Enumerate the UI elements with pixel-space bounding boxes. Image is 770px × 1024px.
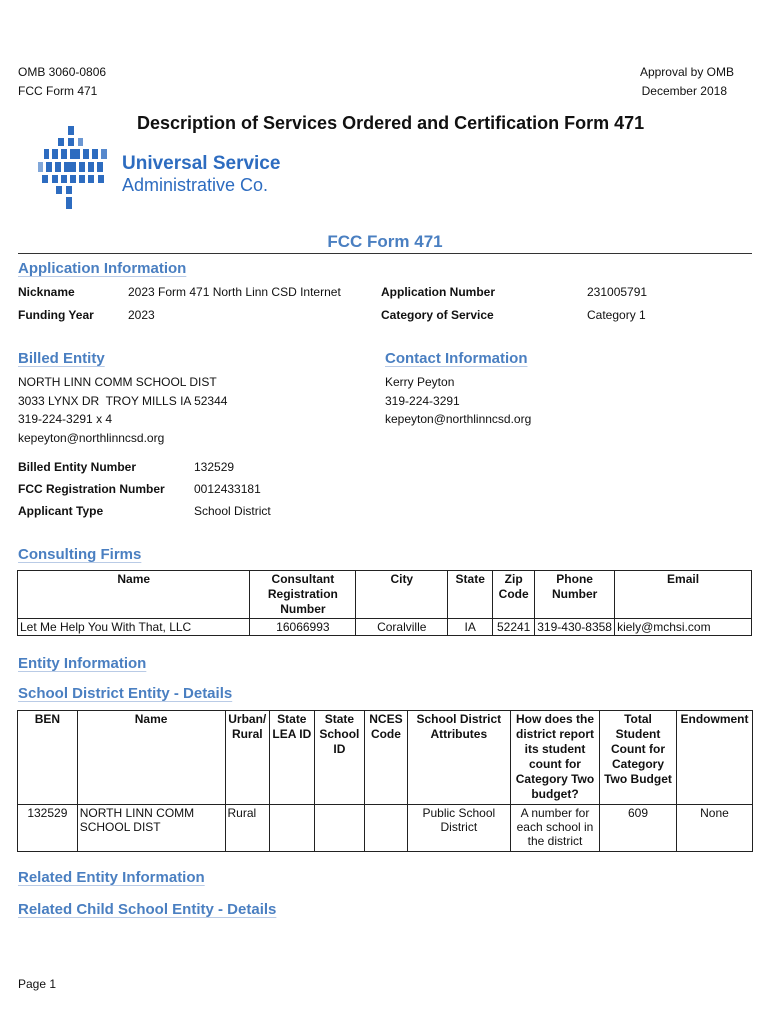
col-header-zip: Zip Code — [493, 571, 535, 619]
col-header-ben: BEN — [18, 711, 78, 805]
entity-nces-code — [365, 805, 408, 852]
category-label: Category of Service — [381, 308, 494, 322]
applicant-type-value: School District — [194, 504, 271, 518]
document-title: Description of Services Ordered and Certification Form 471 — [137, 113, 645, 133]
title-rule — [18, 253, 752, 254]
billed-entity-number-label: Billed Entity Number — [18, 460, 137, 474]
col-header-email: Email — [615, 571, 752, 619]
form-number: FCC Form 471 — [18, 84, 98, 98]
entity-attributes: Public School District — [407, 805, 510, 852]
funding-year-value: 2023 — [128, 308, 155, 322]
approval-date: December 2018 — [641, 84, 727, 98]
consultant-name: Let Me Help You With That, LLC — [18, 619, 250, 636]
entity-state-school-id — [314, 805, 365, 852]
entity-student-count-method: A number for each school in the district — [510, 805, 599, 852]
form-title: FCC Form 471 — [327, 232, 443, 251]
application-number-label: Application Number — [381, 285, 496, 299]
billed-entity-heading: Billed Entity — [18, 350, 105, 367]
page-number: Page 1 — [18, 977, 57, 991]
contact-name: Kerry Peyton — [385, 375, 455, 389]
consultant-registration: 16066993 — [250, 619, 356, 636]
contact-info-heading: Contact Information — [385, 350, 528, 367]
fcc-registration-value: 0012433181 — [194, 482, 261, 496]
consulting-firms-heading: Consulting Firms — [18, 546, 142, 563]
related-entity-heading: Related Entity Information — [18, 869, 205, 886]
usac-logo-mark — [38, 122, 118, 214]
consultant-zip: 52241 — [493, 619, 535, 636]
fcc-registration-label: FCC Registration Number — [18, 482, 165, 496]
related-child-school-heading: Related Child School Entity - Details — [18, 901, 277, 918]
table-header-row — [18, 711, 753, 805]
entity-info-heading: Entity Information — [18, 655, 147, 672]
col-header-state-lea-id: State LEA ID — [270, 711, 315, 805]
consultant-phone: 319-430-8358 — [535, 619, 615, 636]
entity-ben: 132529 — [18, 805, 78, 852]
entity-name: NORTH LINN COMM SCHOOL DIST — [77, 805, 225, 852]
contact-email: kepeyton@northlinncsd.org — [385, 412, 532, 426]
entity-state-lea-id — [270, 805, 315, 852]
col-header-urban-rural: Urban/ Rural — [225, 711, 270, 805]
category-value: Category 1 — [587, 308, 646, 322]
col-header-total-student-count: Total Student Count for Category Two Budget — [600, 711, 677, 805]
consulting-firms-table — [17, 570, 752, 636]
col-header-nces-code: NCES Code — [365, 711, 408, 805]
logo-line1: Universal Service — [122, 153, 281, 174]
col-header-attributes: School District Attributes — [407, 711, 510, 805]
applicant-type-label: Applicant Type — [18, 504, 104, 518]
school-district-table — [17, 710, 753, 852]
usac-logo — [38, 122, 288, 214]
omb-number: OMB 3060-0806 — [18, 65, 107, 79]
table-row — [18, 805, 753, 852]
billed-entity-phone: 319-224-3291 x 4 — [18, 412, 113, 426]
school-district-details-heading: School District Entity - Details — [18, 685, 233, 702]
col-header-phone: Phone Number — [535, 571, 615, 619]
table-row — [18, 619, 752, 636]
col-header-state-school-id: State School ID — [314, 711, 365, 805]
billed-entity-email: kepeyton@northlinncsd.org — [18, 431, 165, 445]
table-header-row — [18, 571, 752, 619]
billed-entity-number-value: 132529 — [194, 460, 235, 474]
entity-endowment: None — [676, 805, 752, 852]
col-header-city: City — [356, 571, 448, 619]
nickname-label: Nickname — [18, 285, 75, 299]
col-header-state: State — [448, 571, 493, 619]
application-info-heading: Application Information — [18, 260, 187, 277]
nickname-value: 2023 Form 471 North Linn CSD Internet — [128, 285, 341, 299]
consultant-state: IA — [448, 619, 493, 636]
funding-year-label: Funding Year — [18, 308, 94, 322]
billed-entity-name: NORTH LINN COMM SCHOOL DIST — [18, 375, 217, 389]
col-header-name: Name — [77, 711, 225, 805]
consultant-city: Coralville — [356, 619, 448, 636]
entity-total-student-count: 609 — [600, 805, 677, 852]
col-header-name: Name — [18, 571, 250, 619]
application-number-value: 231005791 — [587, 285, 648, 299]
omb-approval: Approval by OMB — [639, 65, 734, 79]
contact-phone: 319-224-3291 — [385, 394, 460, 408]
entity-urban-rural: Rural — [225, 805, 270, 852]
consultant-email: kiely@mchsi.com — [615, 619, 752, 636]
col-header-student-count-method: How does the district report its student count for Category Two budget? — [510, 711, 599, 805]
billed-entity-address: 3033 LYNX DR TROY MILLS IA 52344 — [18, 394, 228, 408]
col-header-endowment: Endowment — [676, 711, 752, 805]
logo-line2: Administrative Co. — [122, 175, 269, 195]
col-header-registration: Consultant Registration Number — [250, 571, 356, 619]
